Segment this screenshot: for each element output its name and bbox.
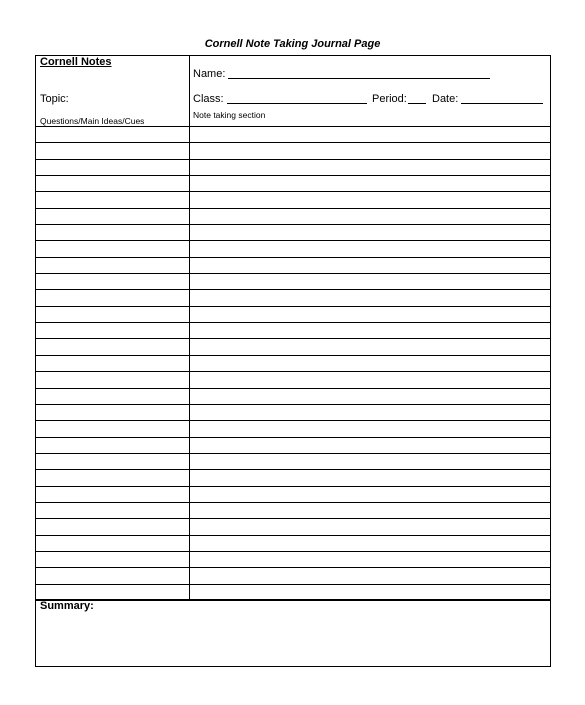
notes-section-label: Note taking section bbox=[193, 110, 266, 120]
note-row-rule bbox=[35, 518, 551, 519]
note-row-rule bbox=[35, 437, 551, 438]
note-row-rule bbox=[35, 273, 551, 274]
note-row-rule bbox=[35, 240, 551, 241]
note-row-rule bbox=[35, 338, 551, 339]
note-row-rule bbox=[35, 322, 551, 323]
period-label: Period: bbox=[372, 93, 407, 105]
name-blank-line bbox=[228, 78, 490, 79]
date-blank-line bbox=[461, 103, 543, 104]
note-row-rule bbox=[35, 371, 551, 372]
class-blank-line bbox=[227, 103, 367, 104]
note-row-rule bbox=[35, 486, 551, 487]
note-row-rule bbox=[35, 224, 551, 225]
note-row-rule bbox=[35, 535, 551, 536]
page-title: Cornell Note Taking Journal Page bbox=[204, 38, 381, 50]
cornell-frame bbox=[35, 55, 551, 667]
summary-label: Summary: bbox=[40, 600, 94, 612]
class-label: Class: bbox=[193, 93, 224, 105]
note-row-rule bbox=[35, 208, 551, 209]
date-label: Date: bbox=[432, 93, 459, 105]
header-bottom-rule bbox=[35, 126, 551, 127]
note-row-rule bbox=[35, 404, 551, 405]
name-label: Name: bbox=[193, 68, 226, 80]
note-row-rule bbox=[35, 502, 551, 503]
note-row-rule bbox=[35, 159, 551, 160]
note-row-rule bbox=[35, 584, 551, 585]
note-row-rule bbox=[35, 257, 551, 258]
note-row-rule bbox=[35, 469, 551, 470]
cornell-notes-heading: Cornell Notes bbox=[40, 56, 112, 68]
period-blank-line bbox=[408, 103, 426, 104]
note-row-rule bbox=[35, 191, 551, 192]
note-row-rule bbox=[35, 567, 551, 568]
note-row-rule bbox=[35, 175, 551, 176]
note-row-rule bbox=[35, 551, 551, 552]
topic-label: Topic: bbox=[40, 93, 69, 105]
note-row-rule bbox=[35, 142, 551, 143]
note-row-rule bbox=[35, 306, 551, 307]
cues-column-label: Questions/Main Ideas/Cues bbox=[40, 116, 145, 126]
note-row-rule bbox=[35, 453, 551, 454]
summary-divider bbox=[35, 599, 551, 601]
note-row-rule bbox=[35, 355, 551, 356]
note-row-rule bbox=[35, 388, 551, 389]
note-row-rule bbox=[35, 420, 551, 421]
note-row-rule bbox=[35, 289, 551, 290]
